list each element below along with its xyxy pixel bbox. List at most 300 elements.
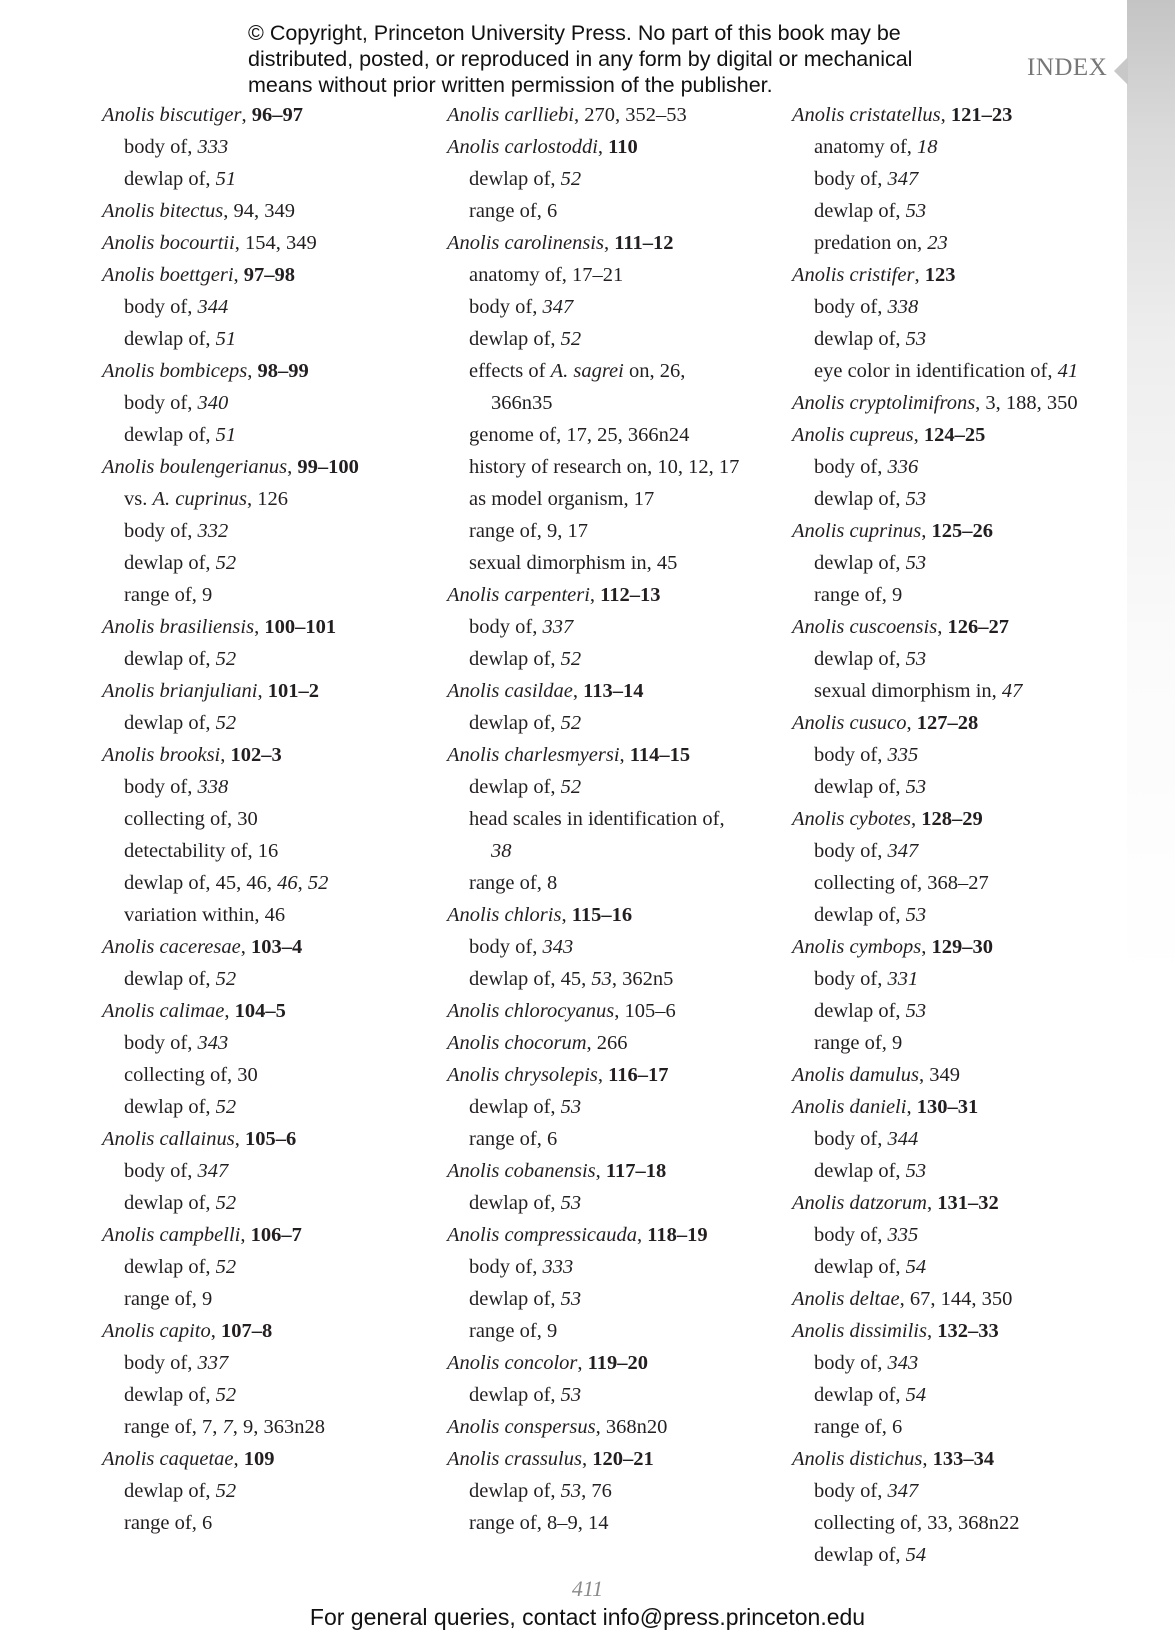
index-column-2	[447, 99, 787, 1539]
italic-text: Anolis brasiliensis	[102, 616, 255, 638]
index-entry	[102, 739, 432, 771]
entry-text: dewlap of,	[814, 200, 906, 222]
italic-text: 53	[905, 648, 927, 670]
italic-text: 53	[560, 1480, 582, 1502]
entry-text: body of,	[814, 1480, 888, 1502]
index-subentry	[792, 899, 1122, 931]
entry-text: anatomy of,	[814, 136, 918, 158]
index-entry	[102, 1315, 432, 1347]
italic-text: Anolis bocourtii	[102, 232, 235, 254]
index-entry	[792, 515, 1122, 547]
italic-text: 52	[560, 648, 582, 670]
italic-text: Anolis brooksi	[102, 744, 221, 766]
index-subentry	[792, 1123, 1122, 1155]
italic-text: 52	[560, 776, 582, 798]
italic-text: 53	[905, 1160, 927, 1182]
index-entry	[102, 675, 432, 707]
italic-text: 51	[215, 424, 237, 446]
entry-text: , 266	[586, 1032, 628, 1054]
italic-text: Anolis cusuco	[792, 712, 907, 734]
entry-text: ,	[926, 1320, 938, 1342]
entry-text: dewlap of,	[814, 1544, 906, 1566]
entry-text: body of,	[124, 1352, 198, 1374]
footer-contact: For general queries, contact info@press.princeton.edu	[309, 1604, 866, 1630]
bold-page-range: 111–12	[614, 232, 674, 254]
index-subentry	[447, 323, 787, 355]
index-entry	[447, 675, 787, 707]
index-subentry	[447, 195, 787, 227]
entry-text: ,	[241, 104, 252, 126]
entry-text: ,	[597, 136, 609, 158]
index-entry	[792, 1187, 1122, 1219]
italic-text: Anolis cymbops	[792, 936, 922, 958]
italic-text: 53	[905, 552, 927, 574]
bold-page-range: 121–23	[950, 104, 1013, 126]
entry-text: , 270, 352–53	[573, 104, 687, 126]
bold-page-range: 128–29	[921, 808, 983, 830]
index-subentry	[102, 707, 432, 739]
bold-page-range: 112–13	[600, 584, 661, 606]
entry-text: ,	[233, 264, 244, 286]
italic-text: 52	[215, 1384, 237, 1406]
index-subentry	[792, 451, 1122, 483]
index-entry	[447, 739, 787, 771]
index-entry	[792, 99, 1122, 131]
italic-text: Anolis bombiceps	[102, 360, 248, 382]
italic-text: 52	[560, 328, 582, 350]
index-subentry	[102, 1411, 432, 1443]
index-entry	[447, 1347, 787, 1379]
entry-text: dewlap of,	[814, 776, 906, 798]
italic-text: 336	[887, 456, 919, 478]
italic-text: 335	[887, 744, 919, 766]
index-subentry	[447, 1379, 787, 1411]
bold-page-range: 118–19	[647, 1224, 708, 1246]
index-subentry	[102, 963, 432, 995]
italic-text: Anolis cuscoensis	[792, 616, 938, 638]
italic-text: Anolis caquetae	[102, 1448, 234, 1470]
entry-text: dewlap of,	[124, 968, 216, 990]
index-subentry	[102, 1091, 432, 1123]
entry-text: body of,	[814, 744, 888, 766]
index-subentry	[447, 1475, 787, 1507]
bold-page-range: 107–8	[221, 1320, 273, 1342]
entry-text: range of, 9	[814, 1032, 903, 1054]
index-entry	[792, 1283, 1122, 1315]
bold-page-range: 97–98	[243, 264, 296, 286]
entry-text: range of, 9	[124, 584, 213, 606]
bold-page-range: 131–32	[937, 1192, 999, 1214]
entry-text: dewlap of,	[124, 424, 216, 446]
index-entry	[792, 259, 1122, 291]
entry-text: body of,	[124, 392, 198, 414]
entry-text: collecting of, 30	[124, 1064, 258, 1086]
entry-text: ,	[603, 232, 615, 254]
entry-text: ,	[572, 680, 584, 702]
entry-text: dewlap of,	[469, 1480, 561, 1502]
entry-text: ,	[906, 712, 917, 734]
italic-text: 53	[591, 968, 612, 990]
index-subentry	[792, 579, 1122, 611]
entry-text: head scales in identification of,	[469, 808, 725, 830]
italic-text: Anolis chlorocyanus	[447, 1000, 615, 1022]
entry-text: body of,	[124, 1032, 198, 1054]
index-subentry	[792, 163, 1122, 195]
italic-text: Anolis campbelli	[102, 1224, 241, 1246]
index-subentry	[792, 643, 1122, 675]
italic-text: Anolis chloris	[447, 904, 562, 926]
entry-text: ,	[254, 616, 265, 638]
entry-text: ,	[577, 1352, 588, 1374]
entry-text: ,	[597, 1064, 609, 1086]
index-subentry	[447, 259, 787, 291]
bold-page-range: 125–26	[931, 520, 994, 542]
italic-text: 333	[542, 1256, 574, 1278]
index-subentry	[447, 291, 787, 323]
index-subentry	[102, 1027, 432, 1059]
entry-text: range of, 8	[469, 872, 558, 894]
bold-page-range: 100–101	[264, 616, 337, 638]
bold-page-range: 123	[924, 264, 956, 286]
italic-text: Anolis cuprinus	[792, 520, 922, 542]
italic-text: A. cuprinus	[152, 488, 248, 510]
entry-text: dewlap of,	[814, 1000, 906, 1022]
entry-text: body of,	[469, 1256, 543, 1278]
entry-text: , 67, 144, 350	[899, 1288, 1013, 1310]
italic-text: Anolis cybotes	[792, 808, 911, 830]
entry-text: , 154, 349	[234, 232, 317, 254]
index-entry	[102, 259, 432, 291]
entry-text: body of,	[814, 1352, 888, 1374]
index-subentry	[102, 1059, 432, 1091]
bold-page-range: 132–33	[937, 1320, 999, 1342]
index-subentry	[102, 419, 432, 451]
italic-text: Anolis distichus	[792, 1448, 923, 1470]
index-subentry	[792, 483, 1122, 515]
italic-text: 18	[917, 136, 938, 158]
index-subentry	[447, 707, 787, 739]
italic-text: Anolis datzorum	[792, 1192, 927, 1214]
entry-text: dewlap of,	[124, 168, 216, 190]
bold-page-range: 114–15	[629, 744, 691, 766]
index-continuation	[447, 835, 787, 867]
index-entry	[447, 995, 787, 1027]
index-subentry	[102, 515, 432, 547]
entry-text: dewlap of,	[469, 328, 561, 350]
bold-page-range: 130–31	[916, 1096, 979, 1118]
entry-text: ,	[921, 520, 932, 542]
italic-text: 52	[307, 872, 329, 894]
entry-text: ,	[595, 1160, 606, 1182]
index-entry	[792, 1059, 1122, 1091]
entry-text: ,	[240, 936, 251, 958]
entry-text: body of,	[469, 936, 543, 958]
index-subentry	[792, 291, 1122, 323]
entry-text: genome of, 17, 25, 366n24	[469, 424, 690, 446]
copyright-notice	[248, 20, 968, 98]
entry-text: ,	[247, 360, 258, 382]
italic-text: 347	[542, 296, 574, 318]
italic-text: 23	[927, 232, 948, 254]
italic-text: Anolis chocorum	[447, 1032, 587, 1054]
italic-text: 332	[197, 520, 229, 542]
italic-text: Anolis cristatellus	[792, 104, 941, 126]
index-subentry	[792, 195, 1122, 227]
italic-text: Anolis damulus	[792, 1064, 919, 1086]
italic-text: 53	[560, 1096, 582, 1118]
index-entry	[447, 1027, 787, 1059]
index-entry	[102, 931, 432, 963]
italic-text: A. sagrei	[550, 360, 624, 382]
index-subentry	[447, 355, 787, 387]
italic-text: Anolis casildae	[447, 680, 573, 702]
entry-text: dewlap of,	[814, 488, 906, 510]
entry-text: ,	[220, 744, 231, 766]
index-entry	[102, 195, 432, 227]
index-subentry	[102, 771, 432, 803]
index-entry	[447, 899, 787, 931]
entry-text: range of, 9	[814, 584, 903, 606]
entry-text: , 94, 349	[223, 200, 296, 222]
entry-text: dewlap of,	[124, 1192, 216, 1214]
entry-text: dewlap of,	[124, 1256, 216, 1278]
entry-text: , 126	[247, 488, 289, 510]
entry-text: collecting of, 368–27	[814, 872, 989, 894]
index-entry	[102, 227, 432, 259]
entry-text: dewlap of,	[814, 904, 906, 926]
entry-text: , 76	[581, 1480, 612, 1502]
italic-text: 347	[887, 168, 919, 190]
italic-text: 338	[887, 296, 919, 318]
entry-text: ,	[589, 584, 601, 606]
entry-text: , 105–6	[614, 1000, 676, 1022]
entry-text: eye color in identification of,	[814, 360, 1058, 382]
index-subentry	[792, 867, 1122, 899]
bold-page-range: 120–21	[592, 1448, 654, 1470]
index-entry	[792, 611, 1122, 643]
index-entry	[792, 931, 1122, 963]
italic-text: Anolis cryptolimifrons	[792, 392, 976, 414]
entry-text: predation on,	[814, 232, 928, 254]
bold-page-range: 126–27	[947, 616, 1009, 638]
index-subentry	[792, 1155, 1122, 1187]
index-subentry	[792, 131, 1122, 163]
index-subentry	[792, 963, 1122, 995]
copyright-line: means without prior written permission of the publisher.	[248, 73, 773, 97]
index-subentry	[102, 483, 432, 515]
italic-text: 347	[887, 1480, 919, 1502]
index-subentry	[102, 291, 432, 323]
italic-text: 343	[197, 1032, 229, 1054]
index-subentry	[102, 867, 432, 899]
italic-text: Anolis calimae	[102, 1000, 225, 1022]
italic-text: 343	[542, 936, 574, 958]
entry-text: dewlap of,	[469, 776, 561, 798]
entry-text: 366n35	[491, 392, 553, 414]
italic-text: 53	[905, 200, 927, 222]
italic-text: 52	[215, 1480, 237, 1502]
index-entry	[102, 611, 432, 643]
index-subentry	[792, 1539, 1122, 1571]
entry-text: body of,	[814, 840, 888, 862]
italic-text: 338	[197, 776, 229, 798]
italic-text: Anolis concolor	[447, 1352, 578, 1374]
italic-text: 51	[215, 328, 237, 350]
entry-text: , 368n20	[595, 1416, 668, 1438]
entry-text: dewlap of,	[469, 1096, 561, 1118]
index-subentry	[792, 835, 1122, 867]
italic-text: 343	[887, 1352, 919, 1374]
entry-text: range of, 6	[469, 200, 558, 222]
index-subentry	[447, 771, 787, 803]
entry-text: collecting of, 30	[124, 808, 258, 830]
entry-text: variation within, 46	[124, 904, 286, 926]
italic-text: 52	[215, 968, 237, 990]
entry-text: ,	[926, 1192, 938, 1214]
bold-page-range: 133–34	[932, 1448, 995, 1470]
bold-page-range: 96–97	[251, 104, 304, 126]
entry-text: dewlap of,	[814, 552, 906, 574]
index-entry	[102, 1443, 432, 1475]
index-subentry	[792, 675, 1122, 707]
index-subentry	[102, 323, 432, 355]
italic-text: Anolis cupreus	[792, 424, 914, 446]
entry-text: ,	[921, 936, 932, 958]
italic-text: 333	[197, 136, 229, 158]
italic-text: Anolis boettgeri	[102, 264, 234, 286]
italic-text: Anolis dissimilis	[792, 1320, 927, 1342]
italic-text: 53	[905, 328, 927, 350]
entry-text: ,	[581, 1448, 593, 1470]
entry-text: ,	[914, 264, 925, 286]
index-subentry	[102, 1475, 432, 1507]
index-entry	[447, 131, 787, 163]
index-subentry	[792, 227, 1122, 259]
bold-page-range: 119–20	[587, 1352, 649, 1374]
italic-text: Anolis caceresae	[102, 936, 241, 958]
index-entry	[447, 1411, 787, 1443]
entry-text: collecting of, 33, 368n22	[814, 1512, 1020, 1534]
index-continuation	[447, 387, 787, 419]
index-column-1	[102, 99, 432, 1539]
italic-text: 54	[905, 1544, 927, 1566]
entry-text: body of,	[124, 136, 198, 158]
entry-text: ,	[906, 1096, 917, 1118]
italic-text: 337	[542, 616, 574, 638]
index-entry	[447, 1443, 787, 1475]
italic-text: 347	[887, 840, 919, 862]
entry-text: dewlap of,	[814, 1160, 906, 1182]
index-subentry	[447, 547, 787, 579]
bold-page-range: 98–99	[257, 360, 309, 382]
entry-text: ,	[257, 680, 268, 702]
index-subentry	[792, 1411, 1122, 1443]
italic-text: 52	[215, 1096, 237, 1118]
entry-text: vs.	[124, 488, 153, 510]
entry-text: history of research on, 10, 12, 17	[469, 456, 740, 478]
italic-text: Anolis capito	[102, 1320, 211, 1342]
entry-text: dewlap of,	[124, 328, 216, 350]
index-subentry	[792, 739, 1122, 771]
index-subentry	[447, 1251, 787, 1283]
index-subentry	[792, 1347, 1122, 1379]
entry-text: dewlap of,	[469, 712, 561, 734]
index-subentry	[102, 1251, 432, 1283]
entry-text: sexual dimorphism in, 45	[469, 552, 678, 574]
italic-text: Anolis brianjuliani	[102, 680, 258, 702]
index-entry	[447, 1059, 787, 1091]
index-entry	[447, 1155, 787, 1187]
bold-page-range: 104–5	[234, 1000, 286, 1022]
italic-text: 335	[887, 1224, 919, 1246]
index-subentry	[447, 963, 787, 995]
entry-text: range of, 8–9, 14	[469, 1512, 609, 1534]
entry-text: dewlap of,	[814, 328, 906, 350]
italic-text: 47	[1001, 680, 1023, 702]
index-entry	[102, 1123, 432, 1155]
entry-text: dewlap of,	[124, 552, 216, 574]
entry-text: range of, 6	[124, 1512, 213, 1534]
entry-text: body of,	[814, 968, 888, 990]
index-entry	[447, 1219, 787, 1251]
italic-text: Anolis callainus	[102, 1128, 235, 1150]
index-entry	[447, 99, 787, 131]
index-entry	[792, 419, 1122, 451]
entry-text: ,	[940, 104, 951, 126]
entry-text: body of,	[124, 296, 198, 318]
index-subentry	[447, 515, 787, 547]
entry-text: body of,	[814, 168, 888, 190]
index-subentry	[102, 1283, 432, 1315]
index-entry	[792, 707, 1122, 739]
index-subentry	[792, 1027, 1122, 1059]
index-subentry	[447, 419, 787, 451]
entry-text: dewlap of,	[814, 1384, 906, 1406]
entry-text: ,	[922, 1448, 933, 1470]
entry-text: dewlap of,	[814, 1256, 906, 1278]
bold-page-range: 129–30	[931, 936, 993, 958]
index-subentry	[447, 611, 787, 643]
entry-text: anatomy of, 17–21	[469, 264, 624, 286]
entry-text: range of, 9	[124, 1288, 213, 1310]
bold-page-range: 110	[608, 136, 638, 158]
index-entry	[102, 99, 432, 131]
italic-text: 52	[215, 1256, 237, 1278]
entry-text: body of,	[814, 456, 888, 478]
italic-text: 52	[215, 1192, 237, 1214]
italic-text: 7	[222, 1416, 233, 1438]
italic-text: Anolis boulengerianus	[102, 456, 288, 478]
index-subentry	[792, 323, 1122, 355]
entry-text: ,	[561, 904, 572, 926]
index-subentry	[102, 899, 432, 931]
copyright-line: distributed, posted, or reproduced in any form by digital or mechanical	[248, 47, 913, 71]
index-entry	[447, 579, 787, 611]
entry-text: body of,	[124, 776, 198, 798]
index-subentry	[447, 483, 787, 515]
index-subentry	[447, 643, 787, 675]
entry-text: ,	[240, 1224, 251, 1246]
index-subentry	[447, 803, 787, 835]
italic-text: 340	[197, 392, 229, 414]
entry-text: dewlap of, 45, 46,	[124, 872, 278, 894]
italic-text: Anolis crassulus	[447, 1448, 582, 1470]
entry-text: dewlap of, 45,	[469, 968, 592, 990]
index-subentry	[102, 1187, 432, 1219]
index-subentry	[447, 1283, 787, 1315]
entry-text: range of, 6	[814, 1416, 903, 1438]
entry-text: dewlap of,	[124, 648, 216, 670]
